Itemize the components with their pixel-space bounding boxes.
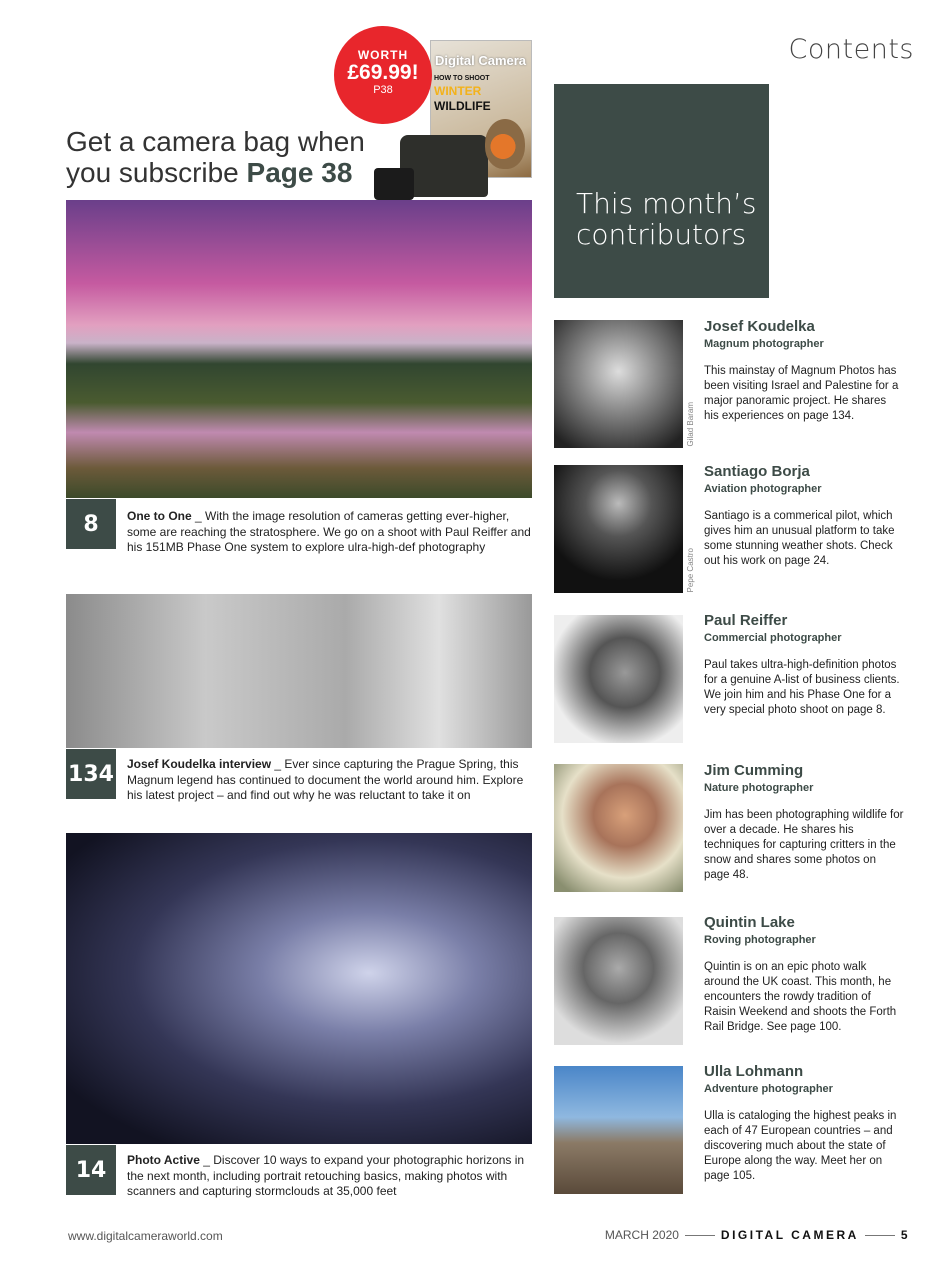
contributor-photo xyxy=(554,764,683,892)
contributor-role: Aviation photographer xyxy=(704,483,822,495)
feature-caption xyxy=(127,757,532,804)
contributor-name: Josef Koudelka xyxy=(704,318,815,335)
photo-credit: Gilad Baram xyxy=(686,402,695,447)
cover-line: HOW TO SHOOT xyxy=(434,75,490,82)
contributor-item xyxy=(704,612,904,718)
feature-title: One to One xyxy=(127,509,192,523)
contributor-role: Magnum photographer xyxy=(704,338,824,350)
contributor-name: Santiago Borja xyxy=(704,463,810,480)
contributor-photo xyxy=(554,615,683,743)
promo-line-1: Get a camera bag when xyxy=(66,126,365,157)
photo-credit: Pepe Castro xyxy=(686,548,695,593)
feature-text: _ Ever since capturing the Prague Spring, this Magnum legend has continued to document the world around him. Explore his latest project – and find out why he was reluctant to take it on xyxy=(127,757,524,802)
contributor-item xyxy=(704,762,904,883)
feature-title: Josef Koudelka interview xyxy=(127,757,272,771)
contributor-name: Jim Cumming xyxy=(704,762,804,779)
contributor-name: Quintin Lake xyxy=(704,914,795,931)
camera-image xyxy=(374,168,414,200)
contributor-bio: Ulla is cataloging the highest peaks in each of 47 European countries – and discovering much about the state of Europe along the way. Meet her on page 105. xyxy=(704,1110,897,1182)
contributor-bio: Santiago is a commerical pilot, which gives him an unusual platform to take some stunning weather shots. Check out his work on page 24. xyxy=(704,510,895,567)
divider xyxy=(865,1235,895,1236)
promo-page-ref[interactable]: Page 38 xyxy=(246,157,353,188)
contributor-bio: Jim has been photographing wildlife for over a decade. He shares his techniques for capturing critters in the snow and shares some photos on page 48. xyxy=(704,809,904,881)
feature-text: _ Discover 10 ways to expand your photographic horizons in the next month, including portrait retouching basics, making photos with scanners and capturing stormclouds at 35,000 feet xyxy=(127,1153,525,1198)
feature-page-number: 8 xyxy=(66,499,116,549)
badge-page: P38 xyxy=(373,84,393,96)
contributor-photo xyxy=(554,465,683,593)
feature-page-number: 134 xyxy=(66,749,116,799)
feature-caption xyxy=(127,509,532,556)
contributor-item xyxy=(704,1063,904,1184)
contributor-role: Nature photographer xyxy=(704,782,814,794)
contributor-item xyxy=(704,318,904,424)
contributors-heading: This month’s contributors xyxy=(554,84,769,298)
section-title: Contents xyxy=(788,34,914,65)
contributor-name: Ulla Lohmann xyxy=(704,1063,804,1080)
ruined-building-photo xyxy=(66,594,532,748)
page-number: 5 xyxy=(900,1228,910,1242)
feature-title: Photo Active xyxy=(127,1153,200,1167)
feature-caption xyxy=(127,1153,532,1200)
feature-page-number: 14 xyxy=(66,1145,116,1195)
contributor-bio: Paul takes ultra-high-definition photos for a genuine A-list of business clients. We join him and his Phase One for a very special photo shoot on page 8. xyxy=(704,659,900,716)
footer-folio xyxy=(605,1228,910,1242)
badge-worth-label: WORTH xyxy=(357,48,409,62)
contributor-bio: This mainstay of Magnum Photos has been visiting Israel and Palestine for a major panoramic project. He shares his experiences on page 134. xyxy=(704,365,899,422)
contributor-role: Commercial photographer xyxy=(704,632,842,644)
divider xyxy=(685,1235,715,1236)
promo-line-2: you subscribe xyxy=(66,157,239,188)
mountain-lake-photo xyxy=(66,200,532,498)
stormclouds-photo xyxy=(66,833,532,1144)
contributor-name: Paul Reiffer xyxy=(704,612,788,629)
contributor-role: Roving photographer xyxy=(704,934,816,946)
worth-badge xyxy=(334,26,432,124)
feature-text: _ With the image resolution of cameras getting ever-higher, some are reaching the stratosphere. We go on a shoot with Paul Reiffer and his 151MB Phase One system to explore ulra-high-def photography xyxy=(127,509,531,554)
badge-price: £69.99! xyxy=(347,61,419,84)
subscription-promo-title xyxy=(66,126,365,188)
contributor-photo xyxy=(554,917,683,1045)
contributor-bio: Quintin is on an epic photo walk around the UK coast. This month, he encounters the rowdy tradition of Raisin Weekend and shoots the Forth Rail Bridge. See page 100. xyxy=(704,961,897,1033)
contributor-item xyxy=(704,914,904,1035)
contributor-role: Adventure photographer xyxy=(704,1083,833,1095)
cover-line: WILDLIFE xyxy=(434,99,491,113)
contributor-photo xyxy=(554,1066,683,1194)
issue-date: MARCH 2020 xyxy=(604,1228,679,1242)
robin-image xyxy=(485,119,525,169)
cover-line: WINTER xyxy=(434,84,482,98)
website-url[interactable]: www.digitalcameraworld.com xyxy=(68,1229,223,1243)
magazine-name: DIGITAL CAMERA xyxy=(720,1228,859,1242)
contributor-item xyxy=(704,463,904,569)
cover-masthead: Digital Camera xyxy=(435,53,527,68)
contributor-photo xyxy=(554,320,683,448)
